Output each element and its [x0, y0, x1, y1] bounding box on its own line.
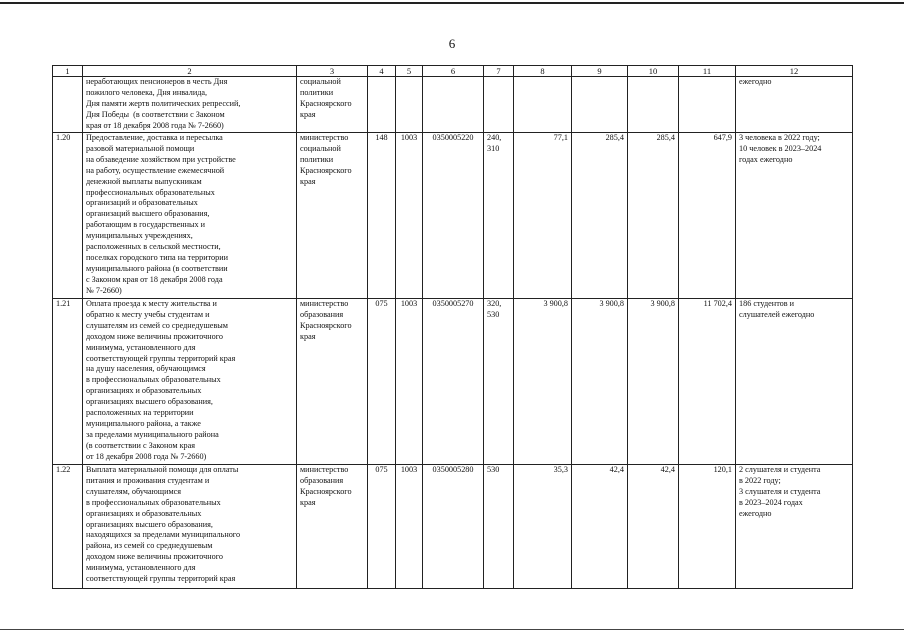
table-row — [53, 465, 853, 589]
expected-result: 2 слушателя и студента в 2022 году; 3 слушателя и студента в 2023–2024 годах ежегодно — [736, 465, 853, 589]
amount-2024: 42,4 — [628, 465, 679, 589]
header-cell: 7 — [484, 66, 514, 77]
grbs-code: 148 — [368, 133, 396, 299]
administrator: министерство образования Красноярского края — [297, 465, 368, 589]
measure-name: Выплата материальной помощи для оплаты питания и проживания студентам и слушателям, обучающимся в профессиональных образовательных организациях и образовательных организациях высшего образования, находящихся за пределами муниципального района, из семей со среднедушевым доходом ниже величины прожиточного минимума, установленного для соответствующей группы территорий края — [83, 465, 297, 589]
amount-2023: 42,4 — [572, 465, 628, 589]
target-code — [423, 77, 484, 133]
program-measures-table — [52, 65, 853, 589]
amount-2023: 3 900,8 — [572, 299, 628, 465]
grbs-code: 075 — [368, 299, 396, 465]
amount-total — [679, 77, 736, 133]
section-code — [396, 77, 423, 133]
header-cell: 10 — [628, 66, 679, 77]
amount-2024 — [628, 77, 679, 133]
header-cell: 8 — [514, 66, 572, 77]
header-cell: 11 — [679, 66, 736, 77]
row-number: 1.21 — [53, 299, 83, 465]
administrator: министерство образования Красноярского края — [297, 299, 368, 465]
row-number: 1.22 — [53, 465, 83, 589]
table-row — [53, 299, 853, 465]
header-row — [53, 66, 853, 77]
expense-type: 240, 310 — [484, 133, 514, 299]
target-code: 0350005280 — [423, 465, 484, 589]
expense-type — [484, 77, 514, 133]
header-cell: 5 — [396, 66, 423, 77]
row-number: 1.20 — [53, 133, 83, 299]
amount-total: 11 702,4 — [679, 299, 736, 465]
amount-2022: 3 900,8 — [514, 299, 572, 465]
expected-result: 186 студентов и слушателей ежегодно — [736, 299, 853, 465]
amount-2022: 77,1 — [514, 133, 572, 299]
administrator: министерство социальной политики Красноярского края — [297, 133, 368, 299]
section-code: 1003 — [396, 133, 423, 299]
measure-name: неработающих пенсионеров в честь Дня пожилого человека, Дня инвалида, Дня памяти жертв политических репрессий, Дня Победы (в соответствии с Законом края от 18 декабря 2008 года № 7-2660) — [83, 77, 297, 133]
header-cell: 1 — [53, 66, 83, 77]
measure-name: Оплата проезда к месту жительства и обратно к месту учебы студентам и слушателям из семей со среднедушевым доходом ниже величины прожиточного минимума, установленного для соответствующей группы территорий края на душу населения, обучающимся в профессиональных образовательных организациях и образовательных организациях высшего образования, расположенных на территории муниципального района, а также за пределами муниципального района (в соответствии с Законом края от 18 декабря 2008 года № 7-2660) — [83, 299, 297, 465]
row-number — [53, 77, 83, 133]
administrator: социальной политики Красноярского края — [297, 77, 368, 133]
bottom-border-line — [0, 629, 904, 630]
header-cell: 12 — [736, 66, 853, 77]
amount-2023 — [572, 77, 628, 133]
section-code: 1003 — [396, 465, 423, 589]
amount-2022 — [514, 77, 572, 133]
header-cell: 2 — [83, 66, 297, 77]
amount-total: 120,1 — [679, 465, 736, 589]
table-row — [53, 77, 853, 133]
header-cell: 6 — [423, 66, 484, 77]
header-cell: 9 — [572, 66, 628, 77]
section-code: 1003 — [396, 299, 423, 465]
header-cell: 4 — [368, 66, 396, 77]
target-code: 0350005270 — [423, 299, 484, 465]
amount-total: 647,9 — [679, 133, 736, 299]
grbs-code: 075 — [368, 465, 396, 589]
grbs-code — [368, 77, 396, 133]
amount-2023: 285,4 — [572, 133, 628, 299]
page-number: 6 — [448, 36, 456, 51]
target-code: 0350005220 — [423, 133, 484, 299]
amount-2022: 35,3 — [514, 465, 572, 589]
table-row — [53, 133, 853, 299]
expense-type: 320, 530 — [484, 299, 514, 465]
expected-result: ежегодно — [736, 77, 853, 133]
measure-name: Предоставление, доставка и пересылка разовой материальной помощи на обзаведение хозяйством при устройстве на работу, осуществление ежемесячной денежной выплаты выпускникам профессиональных образовательных организаций и образовательных организаций высшего образования, работающим в государственных и муниципальных учреждениях, расположенных в сельской местности, поселках городского типа на территории муниципального района (в соответствии с Законом края от 18 декабря 2008 года № 7-2660) — [83, 133, 297, 299]
top-border-line — [0, 2, 904, 4]
amount-2024: 285,4 — [628, 133, 679, 299]
header-cell: 3 — [297, 66, 368, 77]
amount-2024: 3 900,8 — [628, 299, 679, 465]
expense-type: 530 — [484, 465, 514, 589]
expected-result: 3 человека в 2022 году; 10 человек в 2023–2024 годах ежегодно — [736, 133, 853, 299]
